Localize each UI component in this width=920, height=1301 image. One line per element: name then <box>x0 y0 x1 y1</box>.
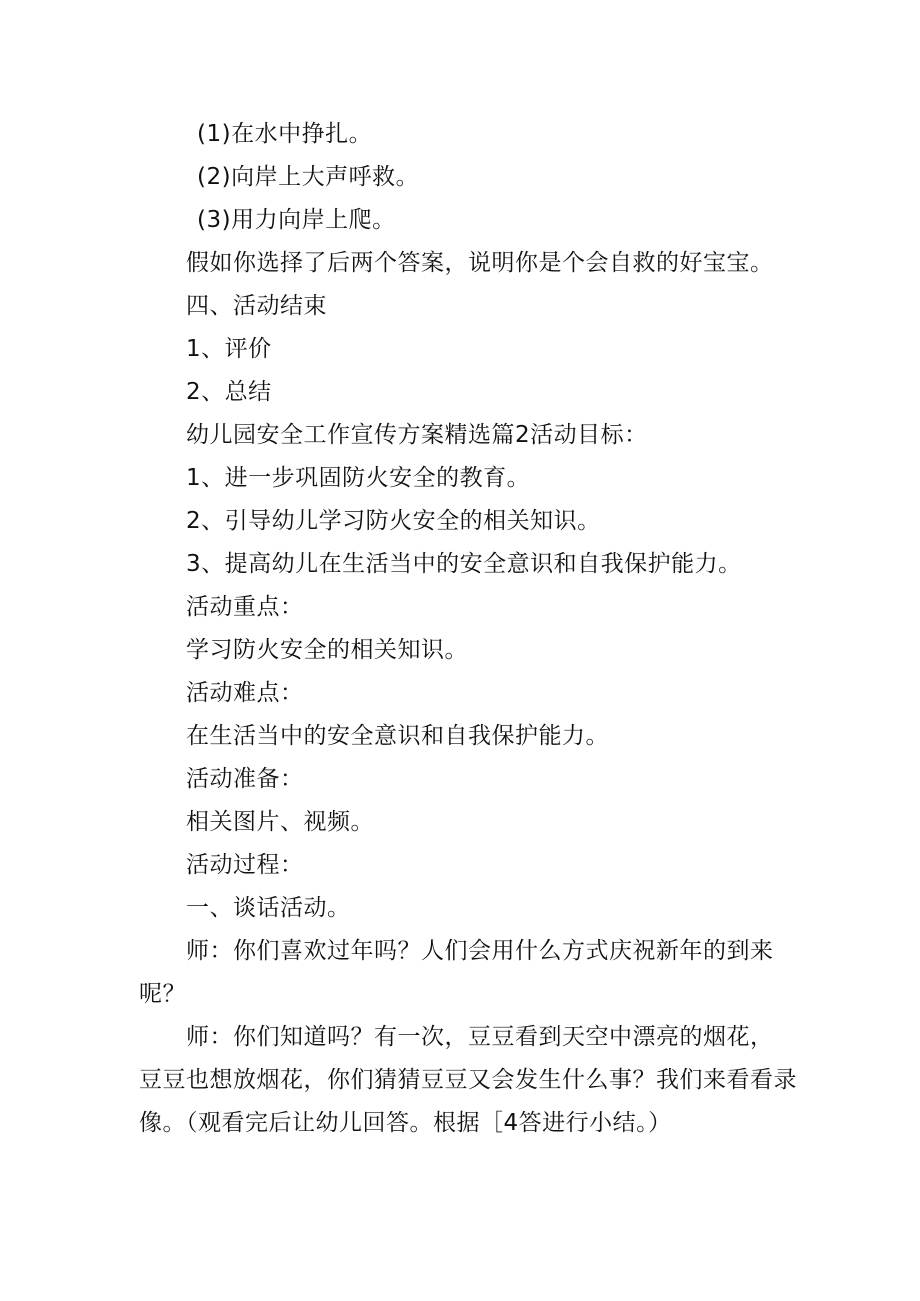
list-item-summary: 2、总结 <box>186 379 272 405</box>
paragraph-self-rescue: 假如你选择了后两个答案，说明你是个会自救的好宝宝。 <box>186 250 774 276</box>
dialogue-2-line-1: 师：你们知道吗？有一次，豆豆看到天空中漂亮的烟花， <box>186 1024 774 1050</box>
difficulties-text: 在生活当中的安全意识和自我保护能力。 <box>186 723 609 749</box>
preparation-text: 相关图片、视频。 <box>186 809 374 835</box>
goal-item-1: 1、进一步巩固防火安全的教育。 <box>186 465 531 491</box>
goal-item-3: 3、提高幼儿在生活当中的安全意识和自我保护能力。 <box>186 551 742 577</box>
list-item-evaluation: 1、评价 <box>186 336 272 362</box>
goal-item-2: 2、引导幼儿学习防火安全的相关知识。 <box>186 508 601 534</box>
dialogue-1-line-2: 呢？ <box>139 981 186 1007</box>
dialogue-1-line-1: 师：你们喜欢过年吗？人们会用什么方式庆祝新年的到来 <box>186 938 774 964</box>
section-heading-end: 四、活动结束 <box>186 293 327 319</box>
heading-difficulties: 活动难点： <box>186 680 304 706</box>
heading-key-points: 活动重点： <box>186 594 304 620</box>
option-1: (1)在水中挣扎。 <box>197 121 373 147</box>
dialogue-2-line-3: 像。（观看完后让幼儿回答。根据［4答进行小结。） <box>139 1110 672 1136</box>
option-3: (3)用力向岸上爬。 <box>197 207 396 233</box>
key-points-text: 学习防火安全的相关知识。 <box>186 637 468 663</box>
dialogue-2-line-2: 豆豆也想放烟花，你们猜猜豆豆又会发生什么事？我们来看看录 <box>139 1067 797 1093</box>
option-2: (2)向岸上大声呼救。 <box>197 164 420 190</box>
heading-process: 活动过程： <box>186 852 304 878</box>
process-step-1: 一、谈话活动。 <box>186 895 351 921</box>
heading-preparation: 活动准备： <box>186 766 304 792</box>
section-title-plan-2: 幼儿园安全工作宣传方案精选篇2活动目标： <box>186 422 648 448</box>
